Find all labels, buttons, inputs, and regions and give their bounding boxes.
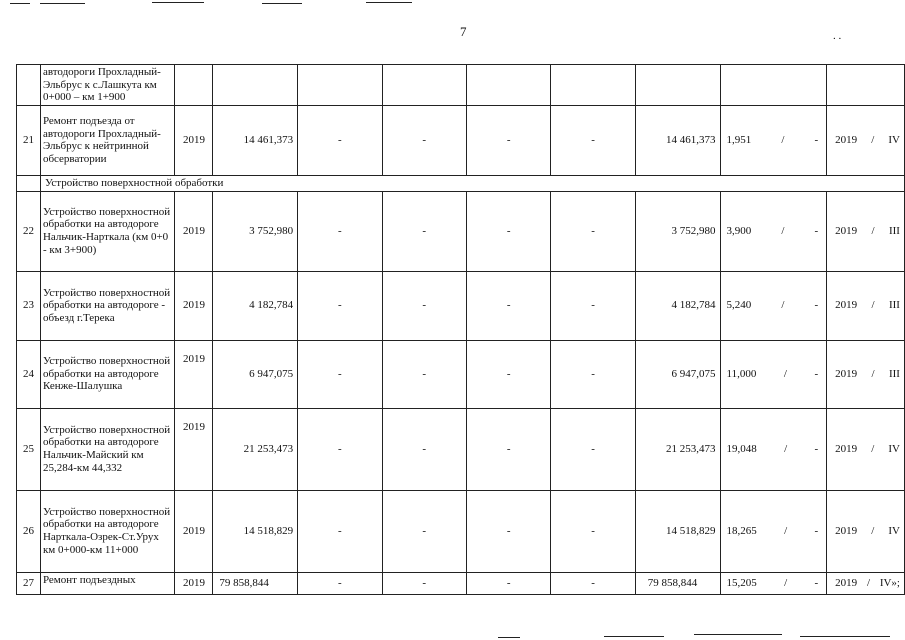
works-table <box>16 64 905 595</box>
cell-dash: - <box>466 271 550 340</box>
cell-dash: - <box>298 105 382 175</box>
cell-num: 27 <box>17 572 41 594</box>
scan-line <box>694 634 782 635</box>
cell-name: Устройство поверхностной обработки на автодороге Нальчик-Майский км 25,284-км 44,332 <box>40 408 175 490</box>
cell-length: 3,900 / - <box>720 191 827 271</box>
cell-dash: - <box>551 271 635 340</box>
section-title: Устройство поверхностной обработки <box>40 175 904 191</box>
cell-dash: - <box>551 572 635 594</box>
cell-dash: - <box>298 572 382 594</box>
cell-total: 4 182,784 <box>213 271 298 340</box>
cell-total: 14 518,829 <box>213 490 298 572</box>
cell-num: 22 <box>17 191 41 271</box>
cell-dash: - <box>382 191 466 271</box>
cell-year: 2019 <box>175 572 213 594</box>
cell-dash: - <box>298 340 382 408</box>
cell-year: 2019 <box>175 271 213 340</box>
cell-dash: - <box>298 271 382 340</box>
cell-dash: - <box>466 105 550 175</box>
cell-total: 79 858,844 <box>213 572 298 594</box>
cell-length: 11,000 / - <box>720 340 827 408</box>
cell-num: 21 <box>17 105 41 175</box>
cell-length: 15,205 / - <box>720 572 827 594</box>
table-row <box>17 65 905 106</box>
cell-dash: - <box>466 191 550 271</box>
cell-name: Устройство поверхностной обработки на автодороге Кенже-Шалушка <box>40 340 175 408</box>
cell-total: 14 461,373 <box>213 105 298 175</box>
scan-speck: . . <box>833 30 842 42</box>
cell-amount: 14 461,373 <box>635 105 720 175</box>
cell-term: 2019 / IV <box>827 105 905 175</box>
cell-length: 19,048 / - <box>720 408 827 490</box>
cell-year: 2019 <box>175 408 213 490</box>
scan-line <box>604 636 664 637</box>
cell-dash: - <box>551 191 635 271</box>
cell-num: 26 <box>17 490 41 572</box>
cell-term: 2019 / IV <box>827 490 905 572</box>
table-row <box>17 340 905 408</box>
cell-name: Устройство поверхностной обработки на автодороге Нарткала-Озрек-Ст.Урух км 0+000-км 11+000 <box>40 490 175 572</box>
cell-total: 21 253,473 <box>213 408 298 490</box>
cell-num: 23 <box>17 271 41 340</box>
cell-term: 2019 / IV»; <box>827 572 905 594</box>
cell-dash: - <box>298 408 382 490</box>
cell-dash: - <box>382 572 466 594</box>
cell-dash: - <box>551 105 635 175</box>
cell-name: Ремонт подъезда от автодороги Прохладный-Эльбрус к нейтринной обсерватории <box>40 105 175 175</box>
cell-dash: - <box>466 490 550 572</box>
cell-dash: - <box>382 340 466 408</box>
page-number: 7 <box>460 24 467 39</box>
scan-line <box>152 2 204 3</box>
cell-length: 1,951 / - <box>720 105 827 175</box>
cell-dash: - <box>382 271 466 340</box>
cell-dash: - <box>298 490 382 572</box>
cell-dash: - <box>466 340 550 408</box>
scan-line <box>262 3 302 4</box>
section-row <box>17 175 905 191</box>
cell-dash: - <box>551 408 635 490</box>
cell-year: 2019 <box>175 340 213 408</box>
cell-dash: - <box>382 490 466 572</box>
scan-line <box>800 636 890 637</box>
cell-dash: - <box>466 572 550 594</box>
table-row <box>17 572 905 594</box>
cell-length: 5,240 / - <box>720 271 827 340</box>
cell-year: 2019 <box>175 105 213 175</box>
cell-year: 2019 <box>175 191 213 271</box>
cell-num: 24 <box>17 340 41 408</box>
cell-dash: - <box>382 408 466 490</box>
cell-length: 18,265 / - <box>720 490 827 572</box>
cell-name: Устройство поверхностной обработки на автодороге Нальчик-Нарткала (км 0+0 - км 3+900) <box>40 191 175 271</box>
table-row <box>17 191 905 271</box>
cell-amount: 79 858,844 <box>635 572 720 594</box>
cell-dash: - <box>551 340 635 408</box>
cell-total: 6 947,075 <box>213 340 298 408</box>
cell-num <box>17 65 41 106</box>
cell-amount: 14 518,829 <box>635 490 720 572</box>
cell-year: 2019 <box>175 490 213 572</box>
scan-line <box>40 3 85 4</box>
cell-name: автодороги Прохладный-Эльбрус к с.Лашкута км 0+000 – км 1+900 <box>40 65 175 106</box>
cell-term: 2019 / IV <box>827 408 905 490</box>
cell-term: 2019 / III <box>827 191 905 271</box>
cell-amount: 6 947,075 <box>635 340 720 408</box>
scan-line <box>366 2 412 3</box>
table-row <box>17 408 905 490</box>
cell-name: Устройство поверхностной обработки на автодороге - объезд г.Терека <box>40 271 175 340</box>
cell-total: 3 752,980 <box>213 191 298 271</box>
cell-amount: 3 752,980 <box>635 191 720 271</box>
scan-line <box>498 637 520 638</box>
table-row <box>17 271 905 340</box>
table-row <box>17 105 905 175</box>
cell-name: Ремонт подъездных <box>40 572 175 594</box>
table-row <box>17 490 905 572</box>
cell-dash: - <box>298 191 382 271</box>
cell-dash: - <box>466 408 550 490</box>
scan-line <box>10 3 30 4</box>
cell-term: 2019 / III <box>827 340 905 408</box>
cell-dash: - <box>382 105 466 175</box>
cell-dash: - <box>551 490 635 572</box>
cell-amount: 21 253,473 <box>635 408 720 490</box>
cell-amount: 4 182,784 <box>635 271 720 340</box>
cell-num: 25 <box>17 408 41 490</box>
cell-term: 2019 / III <box>827 271 905 340</box>
